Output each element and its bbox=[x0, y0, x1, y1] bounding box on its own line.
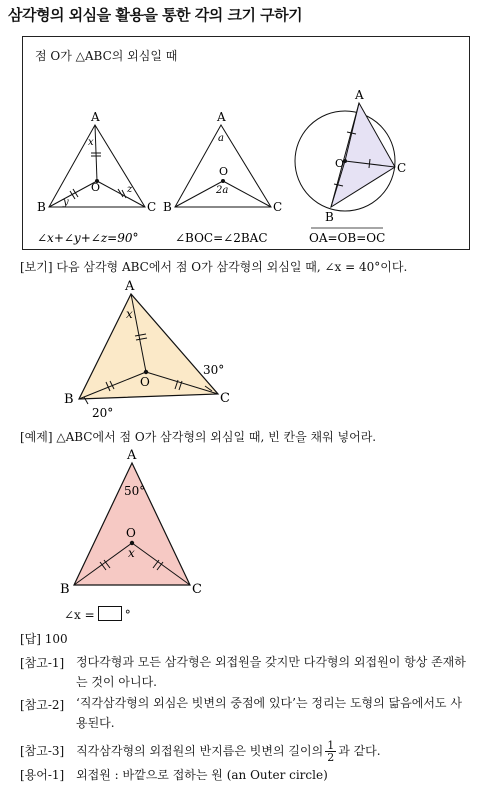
fig2-caption: ∠BOC=∠2BAC bbox=[175, 231, 268, 245]
note-3-text-before: 직각삼각형의 외접원의 반지름은 빗변의 길이의 bbox=[76, 744, 324, 758]
fig2-label-a: A bbox=[217, 110, 226, 124]
example-label-b: B bbox=[64, 392, 74, 407]
exercise-label-x: x bbox=[128, 546, 135, 560]
example-label-a: A bbox=[125, 279, 135, 294]
answer-text: [답] 100 bbox=[20, 632, 68, 646]
box-intro: 점 O가 △ABC의 외심일 때 bbox=[35, 49, 178, 63]
example-label-c: C bbox=[220, 391, 230, 406]
note-2 bbox=[20, 696, 64, 713]
fig1-label-z: z bbox=[127, 184, 133, 195]
answer-prefix: ∠x = bbox=[64, 608, 95, 622]
fraction-denominator: 2 bbox=[327, 751, 335, 764]
fig3-label-a: A bbox=[355, 88, 364, 102]
fig2-label-o: O bbox=[219, 165, 229, 178]
concept-box bbox=[22, 36, 470, 250]
exercise-figure bbox=[0, 445, 484, 595]
exercise-label-o: O bbox=[126, 526, 136, 540]
fig1-caption: ∠x+∠y+∠z=90° bbox=[37, 231, 139, 245]
exercise-angle-a: 50° bbox=[124, 484, 146, 498]
term-1-text: 외접원 : 바깥으로 접하는 원 (an Outer circle) bbox=[76, 768, 328, 782]
note-1-text: 정다각형과 모든 삼각형은 외접원을 갖지만 다각형의 외접원이 항상 존재하는 것이 아니다. bbox=[76, 655, 466, 689]
page-title: 삼각형의 외심을 활용을 통한 각의 크기 구하기 bbox=[8, 6, 303, 24]
example-angle-c: 30° bbox=[203, 363, 225, 377]
note-2-tag: [참고-2] bbox=[20, 698, 65, 712]
example-label-x: x bbox=[126, 307, 133, 321]
fraction-numerator: 1 bbox=[327, 739, 335, 752]
fig1-label-c: C bbox=[147, 200, 157, 214]
note-3-fraction bbox=[325, 740, 336, 763]
fig3-caption: OA=OB=OC bbox=[309, 231, 386, 245]
fig3-label-c: C bbox=[397, 161, 407, 175]
exercise-label-b: B bbox=[60, 582, 70, 597]
example-text: [보기] 다음 삼각형 ABC에서 점 O가 삼각형의 외심일 때, ∠x = 40°이다. bbox=[20, 260, 408, 274]
answer-suffix: ° bbox=[124, 608, 131, 622]
answer-blank-line bbox=[64, 606, 131, 622]
note-2-text: ‘직각삼각형의 외심은 빗변의 중점에 있다’는 정리는 도형의 닮음에서도 사용된다. bbox=[76, 696, 462, 730]
note-1-tag: [참고-1] bbox=[20, 656, 65, 670]
fig1-label-b: B bbox=[37, 200, 46, 214]
note-1 bbox=[20, 654, 64, 671]
answer-blank-box[interactable] bbox=[98, 606, 122, 621]
fig3-label-o: O bbox=[335, 157, 345, 170]
fig1-label-y: y bbox=[63, 197, 69, 208]
fig1-label-x: x bbox=[88, 137, 94, 148]
example-angle-b: 20° bbox=[92, 406, 114, 420]
fig2-label-angle-a: a bbox=[218, 133, 224, 144]
example-figure bbox=[0, 276, 484, 436]
exercise-label-a: A bbox=[127, 448, 137, 463]
term-1-tag: [용어-1] bbox=[20, 768, 65, 782]
fig2-label-b: B bbox=[163, 200, 172, 214]
fig1-label-o: O bbox=[91, 181, 101, 194]
fig2-label-c: C bbox=[273, 200, 283, 214]
figure-circumcircle bbox=[23, 37, 471, 251]
term-1 bbox=[20, 766, 328, 783]
fig3-label-b: B bbox=[325, 210, 334, 224]
exercise-text: [예제] △ABC에서 점 O가 삼각형의 외심일 때, 빈 칸을 채워 넣어라. bbox=[20, 430, 377, 444]
exercise-label-c: C bbox=[192, 582, 202, 597]
note-3 bbox=[20, 740, 381, 763]
note-3-tag: [참고-3] bbox=[20, 744, 65, 758]
example-label-o: O bbox=[140, 375, 150, 389]
fig2-label-angle-2a: 2a bbox=[216, 185, 229, 196]
note-3-text-after: 과 같다. bbox=[338, 744, 381, 758]
fig1-label-a: A bbox=[91, 110, 100, 124]
